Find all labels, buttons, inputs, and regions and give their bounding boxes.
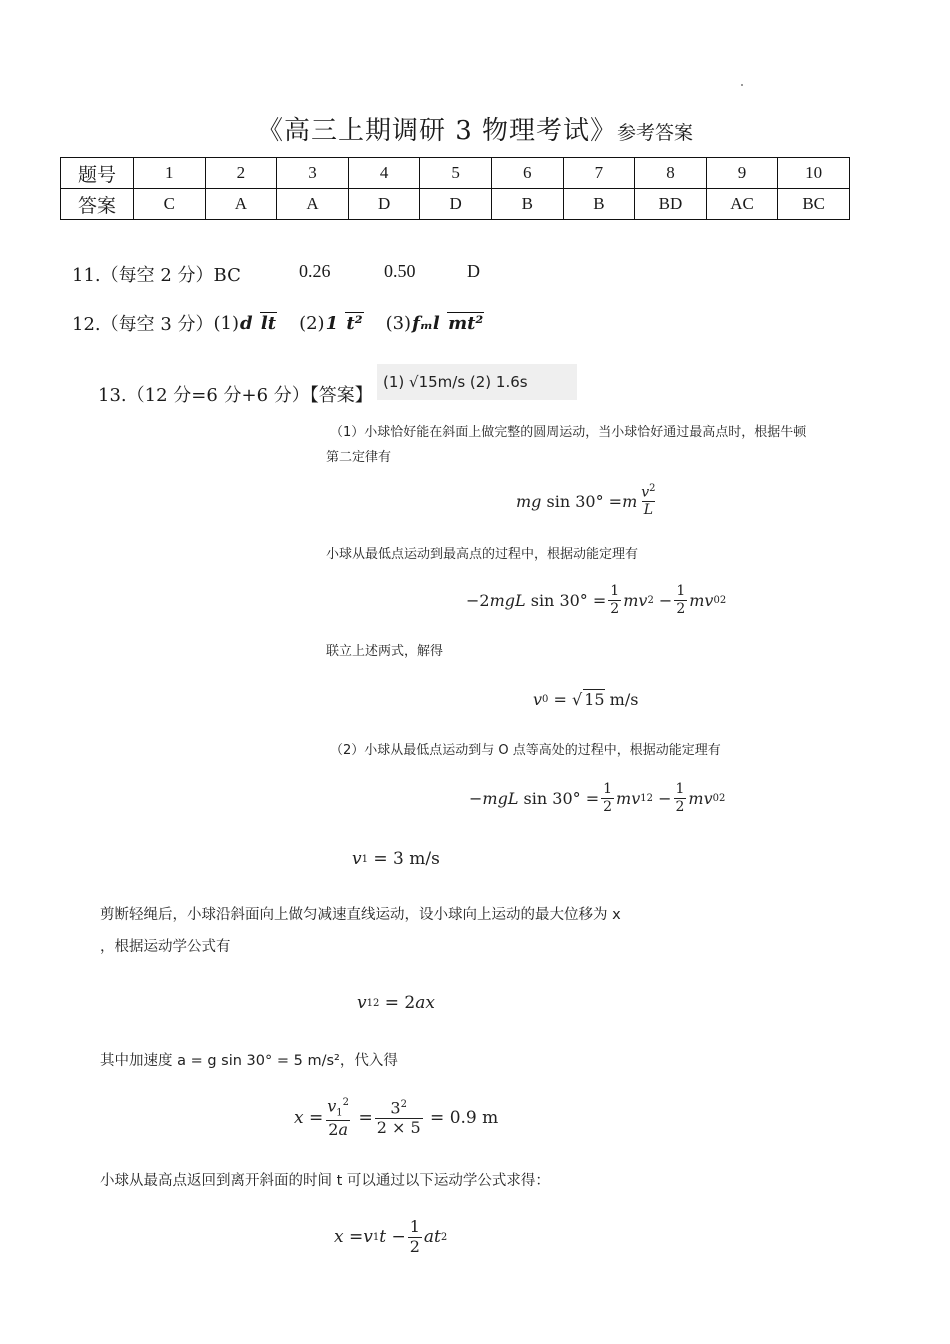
solution-text-4: （2）小球从最低点运动到与 O 点等高处的过程中，根据动能定理有 [330, 743, 721, 758]
q12-f1-num: d [240, 312, 253, 334]
q13-label: 13.（12 分=6 分+6 分）【答案】 [98, 385, 373, 406]
row-label-number: 题号 [61, 158, 134, 189]
solution-text-5: 剪断轻绳后，小球沿斜面向上做匀减速直线运动，设小球向上运动的最大位移为 x [100, 907, 621, 923]
page-title [0, 110, 950, 147]
title-main: 《高三上期调研 3 物理考试》 [256, 116, 618, 146]
question-number: 7 [563, 158, 635, 189]
title-sub: 参考答案 [617, 122, 694, 144]
question-12 [72, 300, 484, 346]
answer-cell: A [205, 189, 277, 220]
q13-answer-badge: (1) √15m/s (2) 1.6s [377, 364, 577, 400]
equation-v1: v 1 = 3 m/s [352, 849, 440, 869]
table-row [61, 189, 850, 220]
q12-f3-den: mt² [448, 312, 484, 334]
row-label-answer: 答案 [61, 189, 134, 220]
question-number: 3 [277, 158, 349, 189]
equation-newton: mg sin 30° = m $v^2$ L [516, 483, 656, 519]
answer-cell: D [420, 189, 492, 220]
answer-cell: B [563, 189, 635, 220]
answer-cell: D [348, 189, 420, 220]
solution-text-2: 小球从最低点运动到最高点的过程中，根据动能定理有 [326, 547, 639, 562]
question-number: 2 [205, 158, 277, 189]
question-number: 4 [348, 158, 420, 189]
answer-cell: AC [706, 189, 778, 220]
answer-cell: BD [635, 189, 707, 220]
question-number: 1 [134, 158, 206, 189]
question-11 [72, 261, 241, 287]
equation-energy-1: −2 mgL sin 30° = 1 2 mv 2 − 1 2 mv 0 2 [466, 583, 727, 617]
q12-f2-den: t² [346, 312, 363, 334]
solution-text-7: 小球从最高点返回到离开斜面的时间 t 可以通过以下运动学公式求得： [100, 1173, 550, 1189]
solution-text-1: （1）小球恰好能在斜面上做完整的圆周运动，当小球恰好通过最高点时，根据牛顿 [330, 425, 807, 440]
decorative-dot [741, 84, 743, 86]
q12-label: 12.（每空 3 分） [72, 314, 214, 335]
q12-part3-label: (3) [385, 312, 412, 334]
equation-v1-squared: v 1 2 = 2 ax [357, 993, 435, 1013]
solution-text-5b: ，根据运动学公式有 [100, 939, 231, 955]
answer-cell: A [277, 189, 349, 220]
q12-f3-num: fₘl [412, 312, 440, 334]
q12-part2-label: (2) [299, 312, 325, 334]
q12-f2-num: 1 [325, 312, 339, 334]
q11-value-2: 0.50 [384, 261, 416, 281]
q11-value-3: D [467, 261, 480, 281]
table-row [61, 158, 850, 189]
question-number: 10 [778, 158, 850, 189]
q12-fraction-2 [325, 312, 364, 335]
q12-fraction-3 [411, 312, 484, 335]
q12-f1-den: lt [260, 312, 277, 334]
answer-cell: C [134, 189, 206, 220]
answer-table [60, 157, 850, 220]
equation-x: x = $v_1^2$ 2a = $3^2$ 2 × 5 = 0.9 m [294, 1096, 499, 1140]
equation-kinematic: x = v 1 t − 1 2 at 2 [334, 1217, 448, 1256]
solution-text-3: 联立上述两式，解得 [326, 644, 444, 659]
equation-energy-2: − mgL sin 30° = 1 2 mv 1 2 − 1 2 mv 0 2 [469, 781, 726, 815]
question-number: 9 [706, 158, 778, 189]
question-number: 8 [635, 158, 707, 189]
answer-cell: B [491, 189, 563, 220]
q11-value-1: 0.26 [299, 261, 331, 281]
q12-part1-label: (1) [213, 312, 240, 334]
q11-label: 11.（每空 2 分）BC [72, 265, 241, 286]
question-number: 6 [491, 158, 563, 189]
answer-cell: BC [778, 189, 850, 220]
equation-v0: v 0 = √ 15 m/s [533, 689, 639, 709]
solution-text-1b: 第二定律有 [326, 450, 392, 465]
solution-text-6: 其中加速度 a = g sin 30° = 5 m/s²，代入得 [100, 1053, 398, 1069]
q12-fraction-1 [239, 312, 277, 335]
question-number: 5 [420, 158, 492, 189]
